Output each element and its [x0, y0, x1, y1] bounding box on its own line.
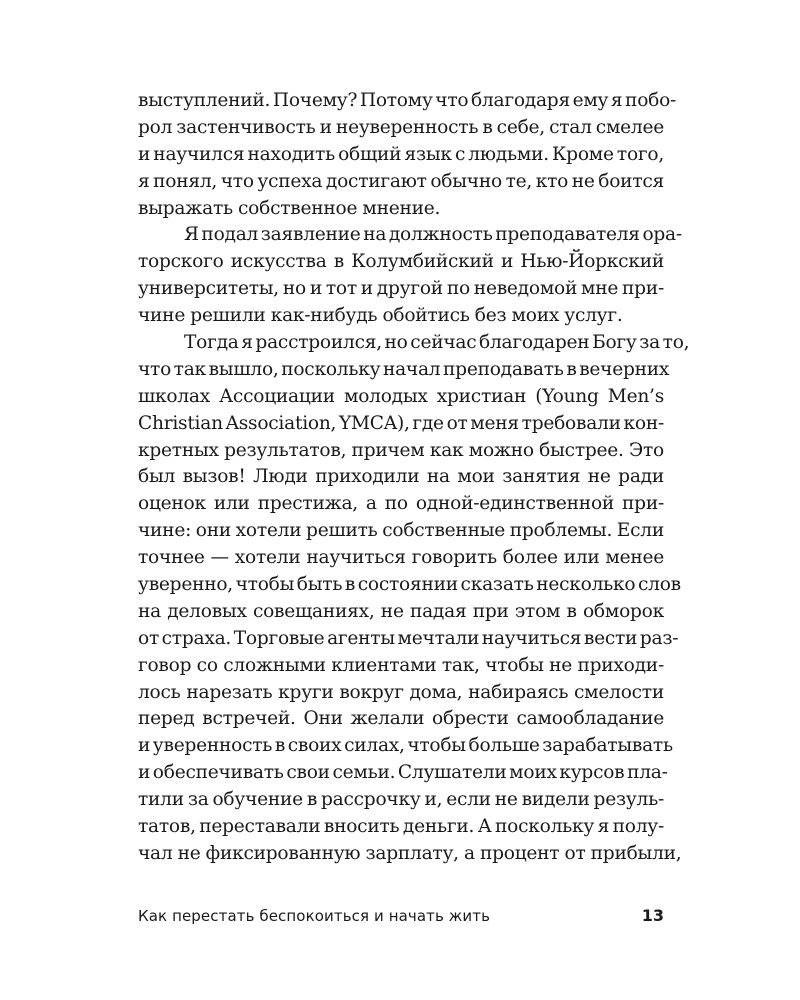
paragraph-start-line: Я подал заявление на должность преподавателя ора-: [184, 224, 682, 246]
text-line: выступлений. Почему? Потому что благодаря ему я побо-: [138, 90, 677, 111]
text-line: чине: они хотели решить собственные проблемы. Если: [138, 520, 664, 542]
text-line: и обеспечивать свои семьи. Слушатели моих курсов пла-: [138, 762, 668, 784]
paragraph-start-line: Тогда я расстроился, но сейчас благодарен Богу за то,: [184, 332, 690, 354]
text-line: университеты, но и тот и другой по неведомой мне при-: [138, 278, 664, 300]
text-line: на деловых совещаниях, не падая при этом в обморок: [138, 600, 664, 622]
text-line: и уверенность в своих силах, чтобы больше зарабатывать: [138, 735, 673, 757]
text-line: лось нарезать круги вокруг дома, набираясь смелости: [138, 681, 664, 703]
text-line: уверенно, чтобы быть в состоянии сказать несколько слов: [138, 574, 681, 596]
text-line: Christian Association, YMCA), где от меня требовали кон-: [138, 412, 664, 434]
text-line: точнее — хотели научиться говорить более или менее: [138, 547, 664, 569]
text-line: чине решили как-нибудь обойтись без моих услуг.: [138, 305, 623, 327]
text-line: кретных результатов, причем как можно быстрее. Это: [138, 439, 664, 461]
body-text: [138, 88, 690, 868]
text-line: чал не фиксированную зарплату, а процент от прибыли,: [138, 842, 682, 864]
text-line: выражать собственное мнение.: [138, 197, 441, 219]
text-line: татов, переставали вносить деньги. А поскольку я полу-: [138, 816, 664, 838]
page-footer: [138, 904, 664, 928]
text-line: рол застенчивость и неуверенность в себе, стал смелее: [138, 116, 664, 138]
text-line: что так вышло, поскольку начал преподавать в вечерних: [138, 358, 670, 380]
text-line: говор со сложными клиентами так, чтобы не приходи-: [138, 654, 664, 676]
text-line: перед встречей. Они желали обрести самообладание: [138, 708, 664, 730]
text-line: тили за обучение в рассрочку и, если не видели резуль-: [138, 789, 664, 811]
running-footer-title: Как перестать беспокоиться и начать жить: [138, 907, 491, 925]
text-line: и научился находить общий язык с людьми. Кроме того,: [138, 143, 664, 165]
text-line: от страха. Торговые агенты мечтали научиться вести раз-: [138, 627, 679, 649]
text-line: торского искусства в Колумбийский и Нью-Йоркский: [138, 251, 664, 273]
text-line: школах Ассоциации молодых христиан (Young Men’s: [138, 385, 664, 407]
text-line: оценок или престижа, а по одной-единственной при-: [138, 493, 664, 515]
page-number: 13: [641, 906, 664, 925]
text-line: я понял, что успеха достигают обычно те, кто не боится: [138, 170, 664, 192]
text-line: был вызов! Люди приходили на мои занятия не ради: [138, 466, 664, 488]
